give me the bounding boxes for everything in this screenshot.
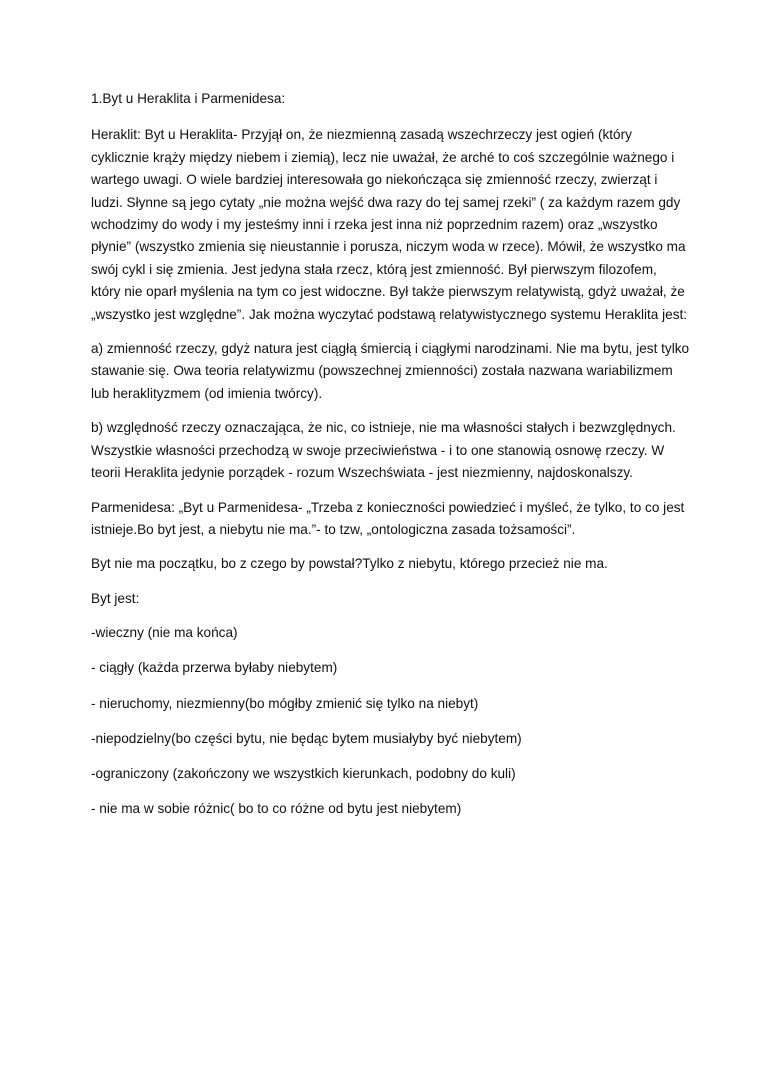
document-heading: 1.Byt u Heraklita i Parmenidesa:: [91, 91, 286, 106]
list-item: -ograniczony (zakończony we wszystkich kierunkach, podobny do kuli): [91, 765, 516, 781]
paragraph-parmenides: Parmenidesa: „Byt u Parmenidesa- „Trzeba z konieczności powiedzieć i myśleć, że tylko, to co jest istnieje.Bo byt jest, a niebytu nie ma.”- to tzw, „ontologiczna zasada tożsamości”.: [91, 499, 685, 537]
byt-properties-list: [91, 622, 690, 820]
paragraph-point-a: a) zmienność rzeczy, gdyż natura jest ciągłą śmiercią i ciągłymi narodzinami. Nie ma bytu, jest tylko stawanie się. Owa teoria relatywizmu (powszechnej zmienności) została nazwana wariabilizmem lub heraklityzmem (od imienia twórcy).: [91, 341, 690, 401]
list-item: -wieczny (nie ma końca): [91, 625, 238, 641]
paragraph-byt-poczatek: Byt nie ma początku, bo z czego by powstał?Tylko z niebytu, którego przecież nie ma.: [91, 556, 608, 572]
list-item: - nieruchomy, niezmienny(bo mógłby zmienić się tylko na niebyt): [91, 695, 479, 711]
list-item: -niepodzielny(bo części bytu, nie będąc bytem musiałyby być niebytem): [91, 730, 522, 746]
list-item: - ciągły (każda przerwa byłaby niebytem): [91, 660, 338, 676]
paragraph-point-b: b) względność rzeczy oznaczająca, że nic, co istnieje, nie ma własności stałych i bezwzględnych. Wszystkie własności przechodzą w swoje przeciwieństwa - i to one stanowią osnowę rzeczy. W teorii Heraklita jedynie porządek - rozum Wszechświata - jest niezmienny, najdoskonalszy.: [91, 420, 676, 481]
list-item: - nie ma w sobie różnic( bo to co różne od bytu jest niebytem): [91, 801, 462, 817]
paragraph-heraklit: Heraklit: Byt u Heraklita- Przyjął on, że niezmienną zasadą wszechrzeczy jest ogień (który cyklicznie krąży między niebem i ziemią), lecz nie uważał, że arché to coś szczególnie ważnego i wartego uwagi. O wiele bardziej interesowała go niekończąca się zmienność rzeczy, zwierząt i ludzi. Słynne są jego cytaty „nie można wejść dwa razy do tej samej rzeki” ( za każdym razem gdy wchodzimy do wody i my jesteśmy inni i rzeka jest inna niż poprzednim razem) oraz „wszystko płynie” (wszystko zmienia się nieustannie i porusza, niczym woda w rzece). Mówił, że wszystko ma swój cykl i się zmienia. Jest jedyna stała rzecz, którą jest zmienność. Był pierwszym filozofem, który nie oparł myślenia na tym co jest widoczne. Był także pierwszym relatywistą, gdyż uważał, że „wszystko jest względne”. Jak można wyczytać podstawą relatywistycznego systemu Heraklita jest:: [91, 127, 688, 322]
paragraph-byt-jest: Byt jest:: [91, 590, 140, 606]
